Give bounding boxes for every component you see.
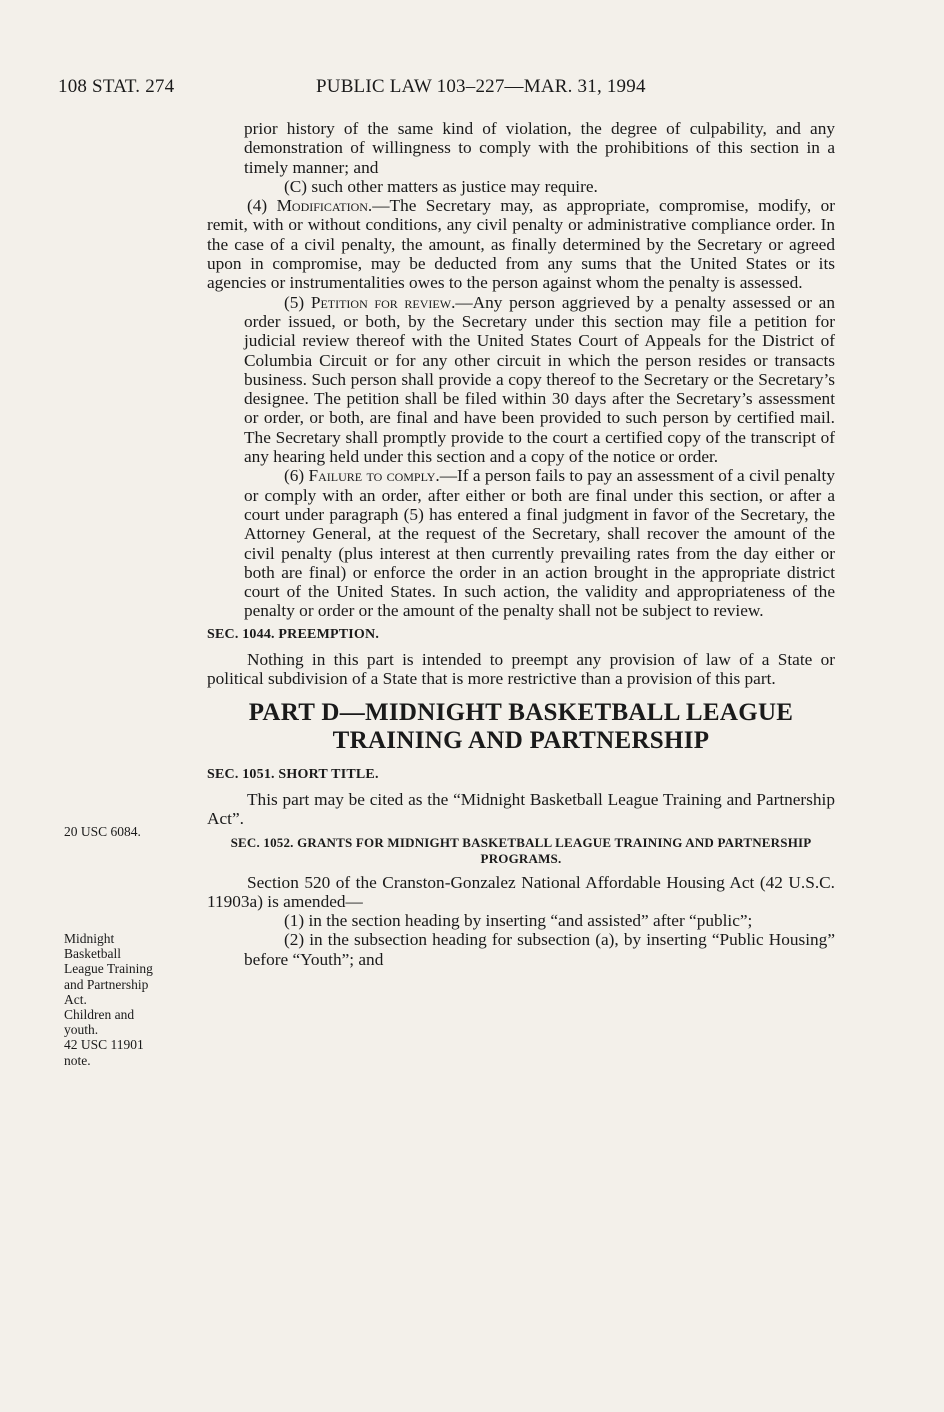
margin-note-line: Midnight [64,931,115,946]
paragraph-6 [207,466,835,620]
stat-reference: 108 STAT. 274 [58,76,175,97]
section-1052-intro: Section 520 of the Cranston-Gonzalez National Affordable Housing Act (42 U.S.C. 11903a) is amended— [207,872,835,911]
section-1044-heading: SEC. 1044. PREEMPTION. [207,626,380,642]
paragraph-5 [207,293,835,467]
margin-note-line: Act. [64,991,87,1007]
body-text [207,119,835,969]
part-d-title: PART D—MIDNIGHT BASKETBALL LEAGUE TRAINING AND PARTNERSHIP [248,698,794,754]
list-item-1: (1) in the section heading by inserting “and assisted” after “public”; [284,911,753,931]
paragraph-4-heading: Modification. [276,196,373,216]
section-1051-heading: SEC. 1051. SHORT TITLE. [207,766,379,782]
margin-note-part-d [64,931,199,1068]
paragraph-4 [207,196,835,292]
section-1051-text: This part may be cited as the “Midnight Basketball League Training and Partnership Act”. [207,789,835,829]
list-item-2: (2) in the subsection heading for subsection (a), by inserting “Public Housing” before “Youth”; and [244,930,835,969]
paragraph-5-text: —Any person aggrieved by a penalty assessed or an order issued, or both, by the Secretary under this section may file a petition for judicial review thereof with the United States Court of Appeals for the District of Columbia Circuit or for any other circuit in which the person resides or transacts business. Such person shall provide a copy thereof to the Secretary or the Secretary’s designee. The petition shall be filed within 30 days after the Secretary’s assessment or order, or both, are final and have been provided to such person by certified mail. The Secretary shall promptly provide to the court a certified copy of the transcript of any hearing held under this section and a copy of the notice or order. [244,292,835,467]
paragraph-4-text: —The Secretary may, as appropriate, compromise, modify, or remit, with or without conditions, any civil penalty or administrative compliance order. In the case of a civil penalty, the amount, as finally determined by the Secretary or agreed upon in compromise, may be deducted from any sums that the United States or its agencies or instrumentalities owes to the person against whom the penalty is assessed. [207,196,836,293]
section-1044-text: Nothing in this part is intended to preempt any provision of law of a State or political subdivision of a State that is more restrictive than a provision of this part. [207,650,835,689]
paragraph-5-number: (5) [284,292,305,312]
margin-note-usc-1044: 20 USC 6084. [64,824,141,839]
margin-note-line: and Partnership [64,976,149,992]
margin-note-line: note. [64,1052,91,1068]
margin-note-line: youth. [64,1022,99,1038]
margin-note-line: Basketball [64,946,121,962]
margin-note-line: League Training [64,961,153,977]
continued-clause-b: prior history of the same kind of violation, the degree of culpability, and any demonstration of willingness to comply with the prohibitions of this section in a timely manner; and [244,119,835,177]
clause-c: (C) such other matters as justice may require. [284,176,598,196]
section-1052-heading: SEC. 1052. GRANTS FOR MIDNIGHT BASKETBALL LEAGUE TRAINING AND PARTNERSHIP PROGRAMS. [230,834,812,866]
law-title: PUBLIC LAW 103–227—MAR. 31, 1994 [316,76,646,97]
paragraph-6-number: (6) [284,466,305,486]
paragraph-6-text: —If a person fails to pay an assessment of a civil penalty or comply with an order, after either or both are final under this section, or after a court under paragraph (5) has entered a final judgment in favor of the Secretary, the Attorney General, at the request of the Secretary, shall recover the amount of the civil penalty (plus interest at then currently prevailing rates from the day either or both are final) or enforce the order in an action brought in the appropriate district court of the United States. In such action, the validity and appropriateness of the penalty or order or the amount of the penalty shall not be subject to review. [244,466,835,621]
paragraph-4-number: (4) [247,196,268,216]
paragraph-5-heading: Petition for review. [310,292,456,312]
paragraph-6-heading: Failure to comply. [308,466,440,486]
margin-note-line: Children and [64,1007,135,1023]
margin-note-line: 42 USC 11901 [64,1037,144,1053]
